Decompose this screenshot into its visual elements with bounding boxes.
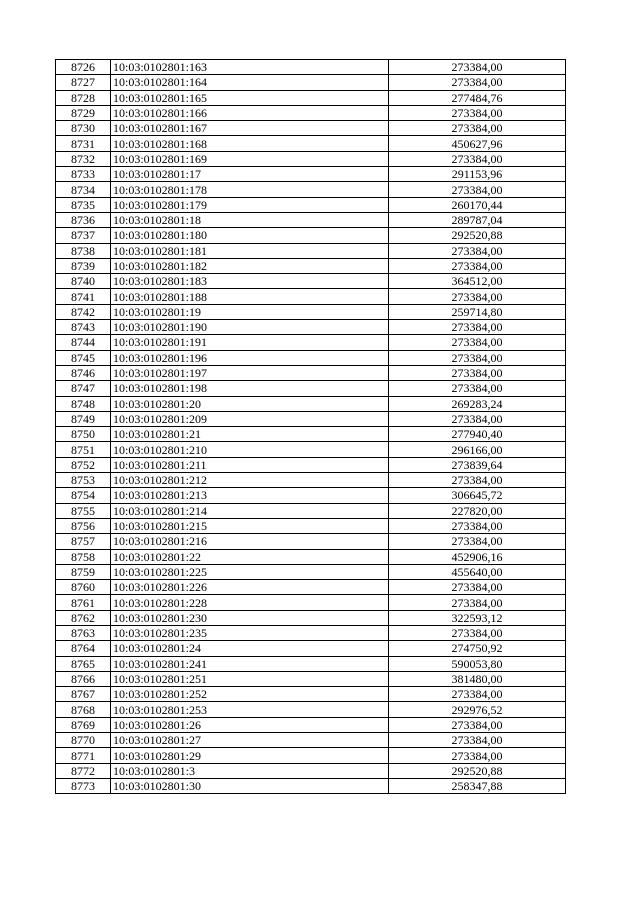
row-number-cell: 8749 — [56, 411, 111, 426]
table-row — [56, 488, 566, 503]
row-number-cell: 8773 — [56, 778, 111, 793]
value-cell: 227820,00 — [389, 503, 566, 518]
row-number-cell: 8739 — [56, 258, 111, 273]
row-number-cell: 8730 — [56, 121, 111, 136]
value-cell: 274750,92 — [389, 641, 566, 656]
row-number-cell: 8753 — [56, 473, 111, 488]
table-row — [56, 304, 566, 319]
value-cell: 292976,52 — [389, 702, 566, 717]
value-cell: 292520,88 — [389, 763, 566, 778]
table-row — [56, 167, 566, 182]
table-row — [56, 595, 566, 610]
row-number-cell: 8755 — [56, 503, 111, 518]
cadastral-number-cell: 10:03:0102801:18 — [111, 212, 389, 227]
value-cell: 273384,00 — [389, 473, 566, 488]
cadastral-number-cell: 10:03:0102801:230 — [111, 610, 389, 625]
table-row — [56, 182, 566, 197]
value-cell: 273384,00 — [389, 411, 566, 426]
row-number-cell: 8726 — [56, 60, 111, 75]
cadastral-number-cell: 10:03:0102801:24 — [111, 641, 389, 656]
row-number-cell: 8767 — [56, 687, 111, 702]
cadastral-number-cell: 10:03:0102801:178 — [111, 182, 389, 197]
row-number-cell: 8733 — [56, 167, 111, 182]
table-row — [56, 473, 566, 488]
cadastral-number-cell: 10:03:0102801:169 — [111, 151, 389, 166]
value-cell: 273384,00 — [389, 75, 566, 90]
value-cell: 273384,00 — [389, 350, 566, 365]
table-row — [56, 549, 566, 564]
cadastral-number-cell: 10:03:0102801:20 — [111, 396, 389, 411]
table-row — [56, 151, 566, 166]
value-cell: 296166,00 — [389, 442, 566, 457]
table-row — [56, 442, 566, 457]
value-cell: 277940,40 — [389, 427, 566, 442]
value-cell: 364512,00 — [389, 274, 566, 289]
cadastral-number-cell: 10:03:0102801:179 — [111, 197, 389, 212]
row-number-cell: 8747 — [56, 381, 111, 396]
cadastral-number-cell: 10:03:0102801:26 — [111, 717, 389, 732]
cadastral-number-cell: 10:03:0102801:212 — [111, 473, 389, 488]
value-cell: 273384,00 — [389, 381, 566, 396]
table-row — [56, 580, 566, 595]
row-number-cell: 8770 — [56, 733, 111, 748]
value-cell: 273384,00 — [389, 717, 566, 732]
row-number-cell: 8741 — [56, 289, 111, 304]
cadastral-number-cell: 10:03:0102801:181 — [111, 243, 389, 258]
row-number-cell: 8740 — [56, 274, 111, 289]
value-cell: 291153,96 — [389, 167, 566, 182]
table-row — [56, 748, 566, 763]
cadastral-number-cell: 10:03:0102801:251 — [111, 671, 389, 686]
table-row — [56, 457, 566, 472]
table-row — [56, 228, 566, 243]
value-cell: 273384,00 — [389, 121, 566, 136]
row-number-cell: 8758 — [56, 549, 111, 564]
table-row — [56, 243, 566, 258]
table-row — [56, 610, 566, 625]
cadastral-number-cell: 10:03:0102801:17 — [111, 167, 389, 182]
row-number-cell: 8748 — [56, 396, 111, 411]
row-number-cell: 8764 — [56, 641, 111, 656]
table-row — [56, 60, 566, 75]
cadastral-number-cell: 10:03:0102801:29 — [111, 748, 389, 763]
row-number-cell: 8735 — [56, 197, 111, 212]
row-number-cell: 8737 — [56, 228, 111, 243]
value-cell: 273384,00 — [389, 733, 566, 748]
row-number-cell: 8728 — [56, 90, 111, 105]
value-cell: 450627,96 — [389, 136, 566, 151]
cadastral-number-cell: 10:03:0102801:215 — [111, 518, 389, 533]
value-cell: 273384,00 — [389, 243, 566, 258]
value-cell: 455640,00 — [389, 564, 566, 579]
cadastral-number-cell: 10:03:0102801:190 — [111, 320, 389, 335]
row-number-cell: 8756 — [56, 518, 111, 533]
value-cell: 273384,00 — [389, 289, 566, 304]
row-number-cell: 8738 — [56, 243, 111, 258]
row-number-cell: 8731 — [56, 136, 111, 151]
table-row — [56, 90, 566, 105]
table-row — [56, 534, 566, 549]
value-cell: 273384,00 — [389, 335, 566, 350]
table-row — [56, 564, 566, 579]
cadastral-number-cell: 10:03:0102801:197 — [111, 365, 389, 380]
value-cell: 452906,16 — [389, 549, 566, 564]
table-row — [56, 75, 566, 90]
table-row — [56, 518, 566, 533]
table-row — [56, 197, 566, 212]
value-cell: 273384,00 — [389, 518, 566, 533]
row-number-cell: 8762 — [56, 610, 111, 625]
cadastral-number-cell: 10:03:0102801:191 — [111, 335, 389, 350]
cadastral-number-cell: 10:03:0102801:27 — [111, 733, 389, 748]
table-row — [56, 411, 566, 426]
cadastral-number-cell: 10:03:0102801:225 — [111, 564, 389, 579]
cadastral-number-cell: 10:03:0102801:30 — [111, 778, 389, 793]
table-row — [56, 105, 566, 120]
table-row — [56, 121, 566, 136]
table-row — [56, 365, 566, 380]
cadastral-number-cell: 10:03:0102801:166 — [111, 105, 389, 120]
cadastral-number-cell: 10:03:0102801:196 — [111, 350, 389, 365]
cadastral-number-cell: 10:03:0102801:198 — [111, 381, 389, 396]
table-row — [56, 320, 566, 335]
table-row — [56, 381, 566, 396]
value-cell: 381480,00 — [389, 671, 566, 686]
value-cell: 292520,88 — [389, 228, 566, 243]
table-row — [56, 335, 566, 350]
value-cell: 273384,00 — [389, 182, 566, 197]
cadastral-number-cell: 10:03:0102801:22 — [111, 549, 389, 564]
cadastral-number-cell: 10:03:0102801:216 — [111, 534, 389, 549]
row-number-cell: 8727 — [56, 75, 111, 90]
value-cell: 322593,12 — [389, 610, 566, 625]
row-number-cell: 8742 — [56, 304, 111, 319]
value-cell: 273384,00 — [389, 60, 566, 75]
table-row — [56, 274, 566, 289]
value-cell: 273384,00 — [389, 595, 566, 610]
cadastral-number-cell: 10:03:0102801:252 — [111, 687, 389, 702]
cadastral-number-cell: 10:03:0102801:19 — [111, 304, 389, 319]
value-cell: 273384,00 — [389, 320, 566, 335]
cadastral-number-cell: 10:03:0102801:163 — [111, 60, 389, 75]
row-number-cell: 8759 — [56, 564, 111, 579]
row-number-cell: 8746 — [56, 365, 111, 380]
cadastral-number-cell: 10:03:0102801:182 — [111, 258, 389, 273]
row-number-cell: 8743 — [56, 320, 111, 335]
row-number-cell: 8768 — [56, 702, 111, 717]
table-row — [56, 702, 566, 717]
cadastral-number-cell: 10:03:0102801:168 — [111, 136, 389, 151]
row-number-cell: 8760 — [56, 580, 111, 595]
cadastral-number-cell: 10:03:0102801:167 — [111, 121, 389, 136]
cadastral-number-cell: 10:03:0102801:235 — [111, 625, 389, 640]
value-cell: 289787,04 — [389, 212, 566, 227]
row-number-cell: 8734 — [56, 182, 111, 197]
table-row — [56, 350, 566, 365]
value-cell: 258347,88 — [389, 778, 566, 793]
value-cell: 273384,00 — [389, 105, 566, 120]
value-cell: 273384,00 — [389, 687, 566, 702]
value-cell: 273384,00 — [389, 625, 566, 640]
cadastral-number-cell: 10:03:0102801:164 — [111, 75, 389, 90]
value-cell: 273384,00 — [389, 534, 566, 549]
cadastral-number-cell: 10:03:0102801:180 — [111, 228, 389, 243]
cadastral-number-cell: 10:03:0102801:188 — [111, 289, 389, 304]
value-cell: 590053,80 — [389, 656, 566, 671]
table-row — [56, 656, 566, 671]
row-number-cell: 8761 — [56, 595, 111, 610]
table-row — [56, 763, 566, 778]
cadastral-number-cell: 10:03:0102801:210 — [111, 442, 389, 457]
row-number-cell: 8751 — [56, 442, 111, 457]
table-row — [56, 503, 566, 518]
table-row — [56, 687, 566, 702]
value-cell: 306645,72 — [389, 488, 566, 503]
row-number-cell: 8771 — [56, 748, 111, 763]
value-cell: 269283,24 — [389, 396, 566, 411]
row-number-cell: 8765 — [56, 656, 111, 671]
table-row — [56, 625, 566, 640]
table-body — [56, 60, 566, 794]
value-cell: 273384,00 — [389, 580, 566, 595]
row-number-cell: 8757 — [56, 534, 111, 549]
cadastral-number-cell: 10:03:0102801:183 — [111, 274, 389, 289]
value-cell: 260170,44 — [389, 197, 566, 212]
cadastral-number-cell: 10:03:0102801:226 — [111, 580, 389, 595]
table-row — [56, 427, 566, 442]
value-cell: 273384,00 — [389, 258, 566, 273]
cadastral-number-cell: 10:03:0102801:253 — [111, 702, 389, 717]
row-number-cell: 8763 — [56, 625, 111, 640]
row-number-cell: 8754 — [56, 488, 111, 503]
row-number-cell: 8772 — [56, 763, 111, 778]
table-row — [56, 212, 566, 227]
cadastral-number-cell: 10:03:0102801:228 — [111, 595, 389, 610]
table-row — [56, 136, 566, 151]
row-number-cell: 8769 — [56, 717, 111, 732]
table-row — [56, 733, 566, 748]
row-number-cell: 8752 — [56, 457, 111, 472]
value-cell: 273384,00 — [389, 151, 566, 166]
cadastral-number-cell: 10:03:0102801:213 — [111, 488, 389, 503]
value-cell: 277484,76 — [389, 90, 566, 105]
cadastral-value-table — [55, 59, 566, 794]
table-row — [56, 396, 566, 411]
table-row — [56, 778, 566, 793]
row-number-cell: 8750 — [56, 427, 111, 442]
cadastral-number-cell: 10:03:0102801:209 — [111, 411, 389, 426]
cadastral-number-cell: 10:03:0102801:214 — [111, 503, 389, 518]
table-row — [56, 641, 566, 656]
value-cell: 273384,00 — [389, 365, 566, 380]
cadastral-number-cell: 10:03:0102801:241 — [111, 656, 389, 671]
row-number-cell: 8729 — [56, 105, 111, 120]
row-number-cell: 8745 — [56, 350, 111, 365]
cadastral-number-cell: 10:03:0102801:211 — [111, 457, 389, 472]
table-row — [56, 289, 566, 304]
row-number-cell: 8744 — [56, 335, 111, 350]
row-number-cell: 8766 — [56, 671, 111, 686]
value-cell: 273384,00 — [389, 748, 566, 763]
value-cell: 273839,64 — [389, 457, 566, 472]
row-number-cell: 8736 — [56, 212, 111, 227]
cadastral-number-cell: 10:03:0102801:21 — [111, 427, 389, 442]
table-row — [56, 671, 566, 686]
table-row — [56, 717, 566, 732]
cadastral-number-cell: 10:03:0102801:3 — [111, 763, 389, 778]
row-number-cell: 8732 — [56, 151, 111, 166]
table-row — [56, 258, 566, 273]
value-cell: 259714,80 — [389, 304, 566, 319]
cadastral-number-cell: 10:03:0102801:165 — [111, 90, 389, 105]
